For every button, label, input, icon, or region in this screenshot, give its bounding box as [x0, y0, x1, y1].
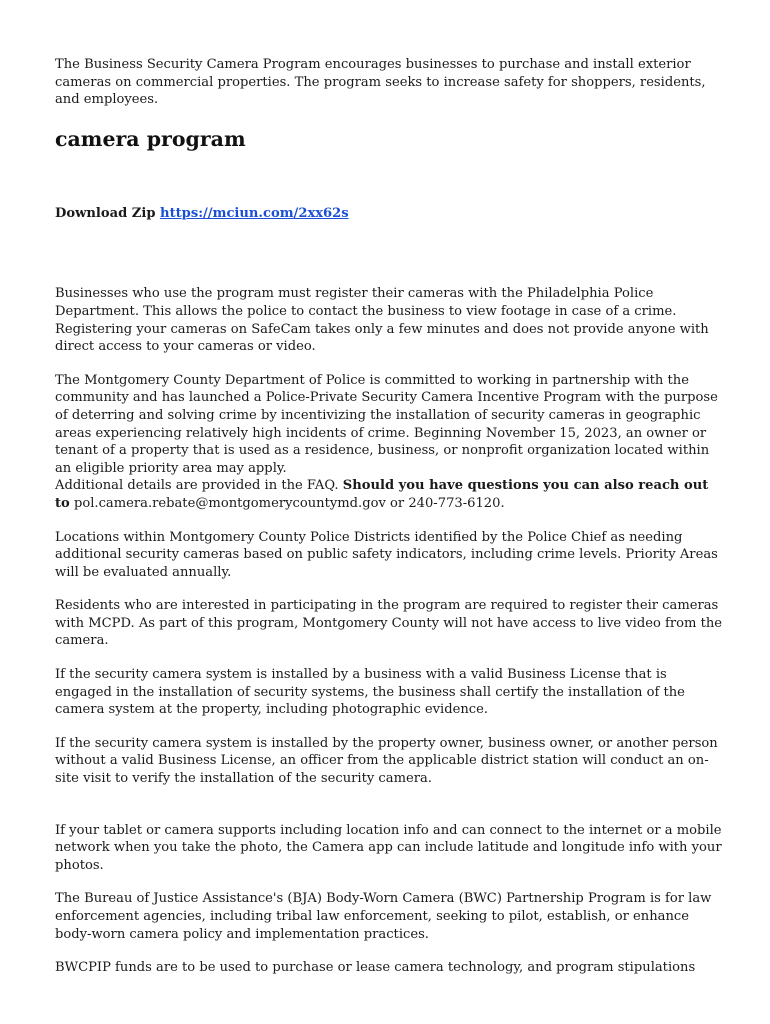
- download-line: [55, 205, 724, 223]
- paragraph-no-license: If the security camera system is installed by the property owner, business owner, or another person without a valid Business License, an officer from the applicable district station will conduct an on-site visit to verify the installation of the security camera.: [55, 735, 718, 787]
- page-heading: camera program: [55, 126, 246, 151]
- paragraph-bja: The Bureau of Justice Assistance's (BJA) Body-Worn Camera (BWC) Partnership Program is for law enforcement agencies, including tribal law enforcement, seeking to pilot, establish, or enhance body-worn camera policy and implementation practices.: [55, 891, 712, 942]
- intro-paragraph: The Business Security Camera Program encourages businesses to purchase and install exterior cameras on commercial properties. The program seeks to increase safety for shoppers, residents, and employees.: [55, 57, 706, 108]
- faq-suffix: pol.camera.rebate@montgomerycountymd.gov or 240-773-6120.: [69, 495, 505, 511]
- paragraph-tablet: If your tablet or camera supports including location info and can connect to the internet or a mobile network when you take the photo, the Camera app can include latitude and longitude info with your photos.: [55, 822, 722, 873]
- download-label: Download Zip: [55, 205, 156, 221]
- paragraph-montgomery: The Montgomery County Department of Police is committed to working in partnership with the community and has launched a Police-Private Security Camera Incentive Program with the purpose of deterring and solving crime by incentivizing the installation of security cameras in geographic areas experiencing relatively high incidents of crime. Beginning November 15, 2023, an owner or tenant of a property that is used as a residence, business, or nonprofit organization located within an eligible priority area may apply.: [55, 372, 718, 476]
- faq-bold: Should you have questions you can also reach out to: [55, 478, 709, 511]
- paragraph-locations: Locations within Montgomery County Police Districts identified by the Police Chief as needing additional security cameras based on public safety indicators, including crime levels. Priority Areas will be evaluated annually.: [55, 529, 718, 580]
- paragraph-register: Businesses who use the program must register their cameras with the Philadelphia Police Department. This allows the police to contact the business to view footage in case of a crime. Registering your cameras on SafeCam takes only a few minutes and does not provide anyone with direct access to your cameras or video.: [55, 286, 709, 355]
- paragraph-license: If the security camera system is installed by a business with a valid Business License that is engaged in the installation of security systems, the business shall certify the installation of the camera system at the property, including photographic evidence.: [55, 667, 685, 718]
- paragraph-faq: [55, 477, 724, 512]
- faq-prefix: Additional details are provided in the FAQ.: [55, 478, 343, 494]
- paragraph-bwcpip: BWCPIP funds are to be used to purchase or lease camera technology, and program stipulations: [55, 960, 696, 976]
- paragraph-residents: Residents who are interested in participating in the program are required to register their cameras with MCPD. As part of this program, Montgomery County will not have access to live video from the camera.: [55, 598, 723, 649]
- download-link[interactable]: https://mciun.com/2xx62s: [160, 205, 349, 221]
